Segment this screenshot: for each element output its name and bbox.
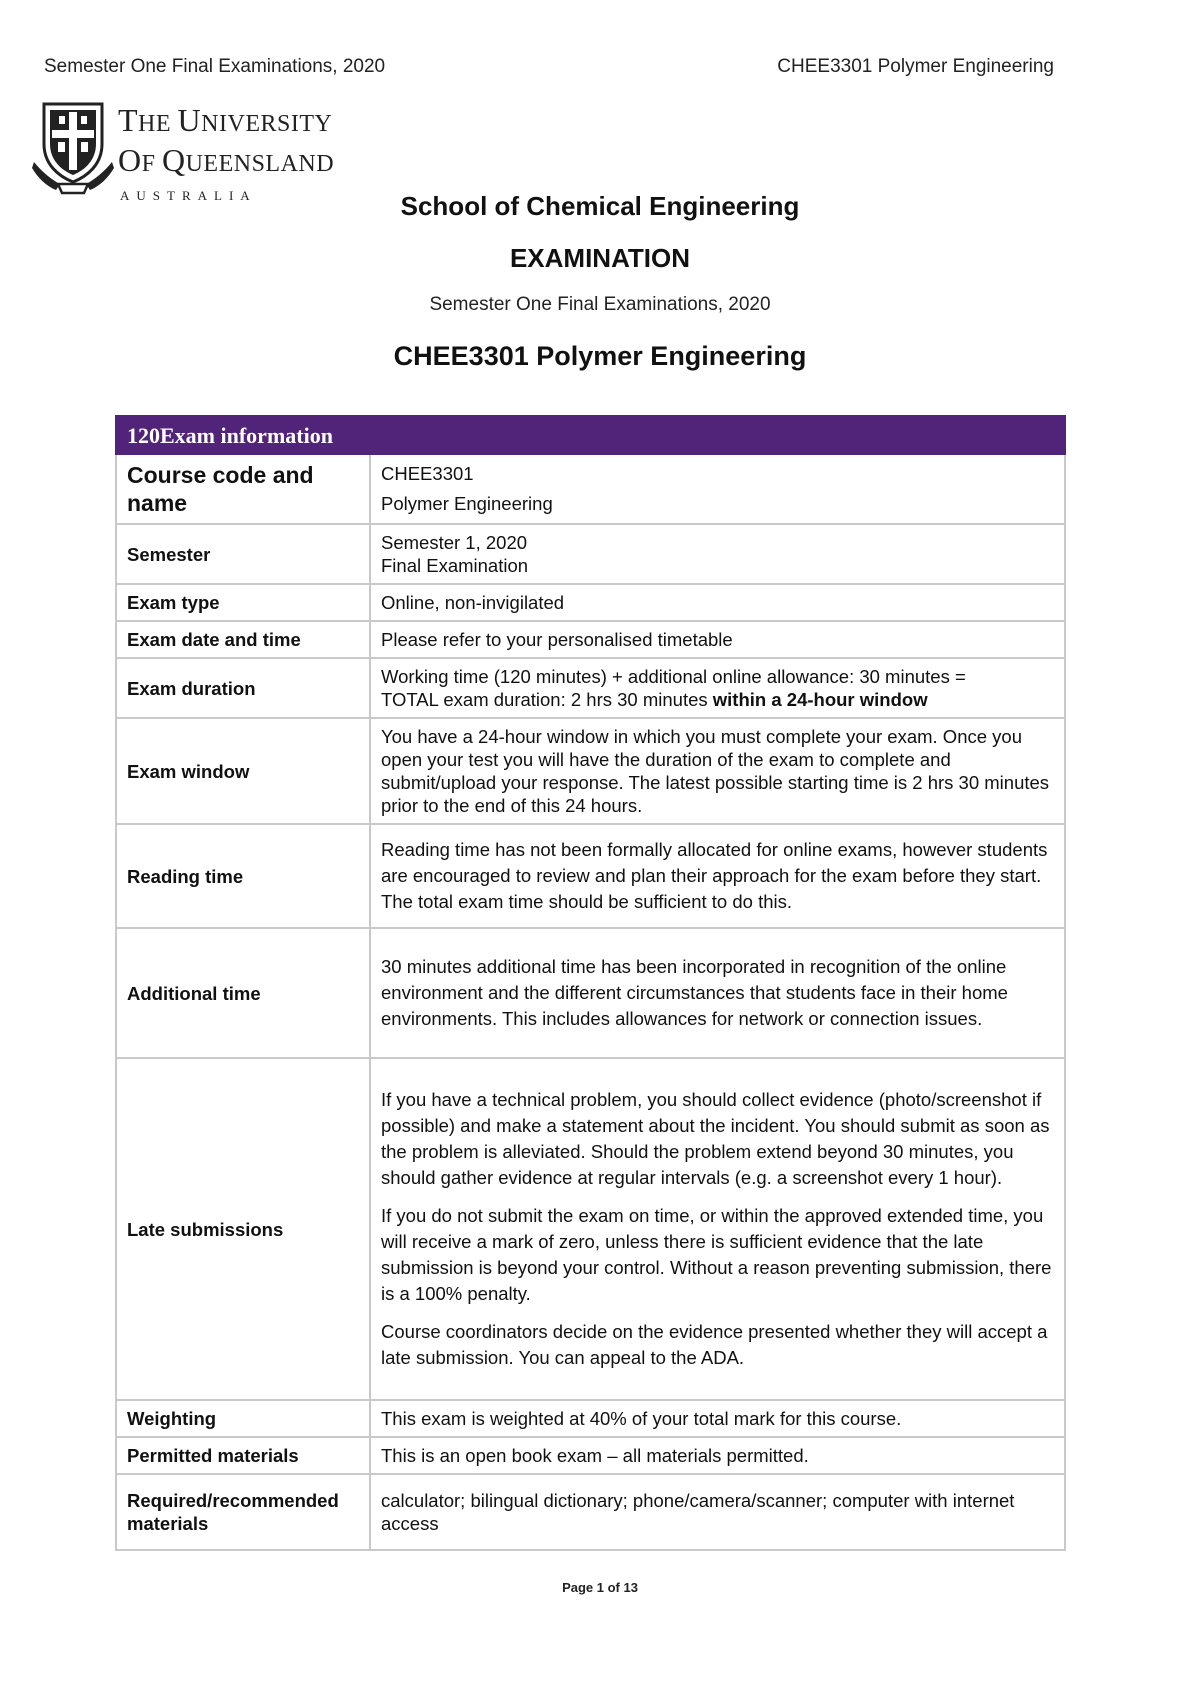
- row-label-permitted-materials: Permitted materials: [116, 1437, 370, 1474]
- table-row: [116, 524, 1065, 584]
- table-header: 120Exam information: [116, 416, 1065, 454]
- row-label-weighting: Weighting: [116, 1400, 370, 1437]
- row-value-permitted-materials: This is an open book exam – all materials permitted.: [370, 1437, 1065, 1474]
- row-label-exam-date: Exam date and time: [116, 621, 370, 658]
- row-value-late-submissions: If you have a technical problem, you should collect evidence (photo/screenshot if possible) and make a statement about the incident. You should submit as soon as the problem is alleviated. Should the problem extend beyond 30 minutes, you should gather evidence at regular intervals (e.g. a screenshot every 1 hour). If you do not submit the exam on time, or within the approved extended time, you will receive a mark of zero, unless there is sufficient evidence that the late submission is beyond your control. Without a reason preventing submission, there is a 100% penalty. Course coordinators decide on the evidence presented whether they will accept a late submission. You can appeal to the ADA.: [370, 1058, 1065, 1400]
- row-label-exam-duration: Exam duration: [116, 658, 370, 718]
- logo-wordmark: THE UNIVERSITY OF QUEENSLAND AUSTRALIA: [118, 102, 335, 203]
- row-label-required-materials: Required/recommended materials: [116, 1474, 370, 1550]
- row-value-exam-duration: Working time (120 minutes) + additional online allowance: 30 minutes = TOTAL exam duration: 2 hrs 30 minutes within a 24-hour window: [370, 658, 1065, 718]
- row-label-additional-time: Additional time: [116, 928, 370, 1058]
- table-row: [116, 718, 1065, 824]
- table-row: [116, 824, 1065, 928]
- running-header: [44, 56, 1054, 78]
- running-header-left: Semester One Final Examinations, 2020: [44, 56, 386, 77]
- uq-crest-icon: [32, 100, 114, 195]
- row-value-exam-type: Online, non-invigilated: [370, 584, 1065, 621]
- row-value-weighting: This exam is weighted at 40% of your total mark for this course.: [370, 1400, 1065, 1437]
- row-value-reading-time: Reading time has not been formally allocated for online exams, however students are encouraged to review and plan their approach for the exam before they start. The total exam time should be sufficient to do this.: [370, 824, 1065, 928]
- row-label-course-code: Course code and name: [116, 454, 370, 524]
- table-row: [116, 1400, 1065, 1437]
- table-row: [116, 584, 1065, 621]
- title-block: [0, 186, 1200, 376]
- school-title: School of Chemical Engineering: [400, 191, 800, 221]
- row-label-late-submissions: Late submissions: [116, 1058, 370, 1400]
- course-title: CHEE3301 Polymer Engineering: [393, 341, 807, 371]
- table-row: [116, 658, 1065, 718]
- exam-information-table: [115, 415, 1066, 1551]
- row-value-exam-window: You have a 24-hour window in which you must complete your exam. Once you open your test you will have the duration of the exam to complete and submit/upload your response. The latest possible starting time is 2 hrs 30 minutes prior to the end of this 24 hours.: [370, 718, 1065, 824]
- semester-subtitle: Semester One Final Examinations, 2020: [429, 294, 771, 315]
- running-header-right: CHEE3301 Polymer Engineering: [777, 56, 1054, 77]
- table-row: [116, 621, 1065, 658]
- row-value-exam-date: Please refer to your personalised timetable: [370, 621, 1065, 658]
- row-label-exam-type: Exam type: [116, 584, 370, 621]
- table-header-row: [116, 416, 1065, 454]
- row-value-additional-time: 30 minutes additional time has been incorporated in recognition of the online environment and the different circumstances that students face in their home environments. This includes allowances for network or connection issues.: [370, 928, 1065, 1058]
- page-number: Page 1 of 13: [562, 1580, 638, 1595]
- row-label-semester: Semester: [116, 524, 370, 584]
- row-value-required-materials: calculator; bilingual dictionary; phone/camera/scanner; computer with internet access: [370, 1474, 1065, 1550]
- table-row: [116, 454, 1065, 524]
- table-row: [116, 1437, 1065, 1474]
- table-row: [116, 1474, 1065, 1550]
- row-value-course-code: CHEE3301 Polymer Engineering: [370, 454, 1065, 524]
- row-label-reading-time: Reading time: [116, 824, 370, 928]
- table-row: [116, 928, 1065, 1058]
- university-logo: [32, 100, 352, 203]
- row-value-semester: Semester 1, 2020 Final Examination: [370, 524, 1065, 584]
- table-row: [116, 1058, 1065, 1400]
- row-label-exam-window: Exam window: [116, 718, 370, 824]
- exam-title: EXAMINATION: [509, 243, 691, 273]
